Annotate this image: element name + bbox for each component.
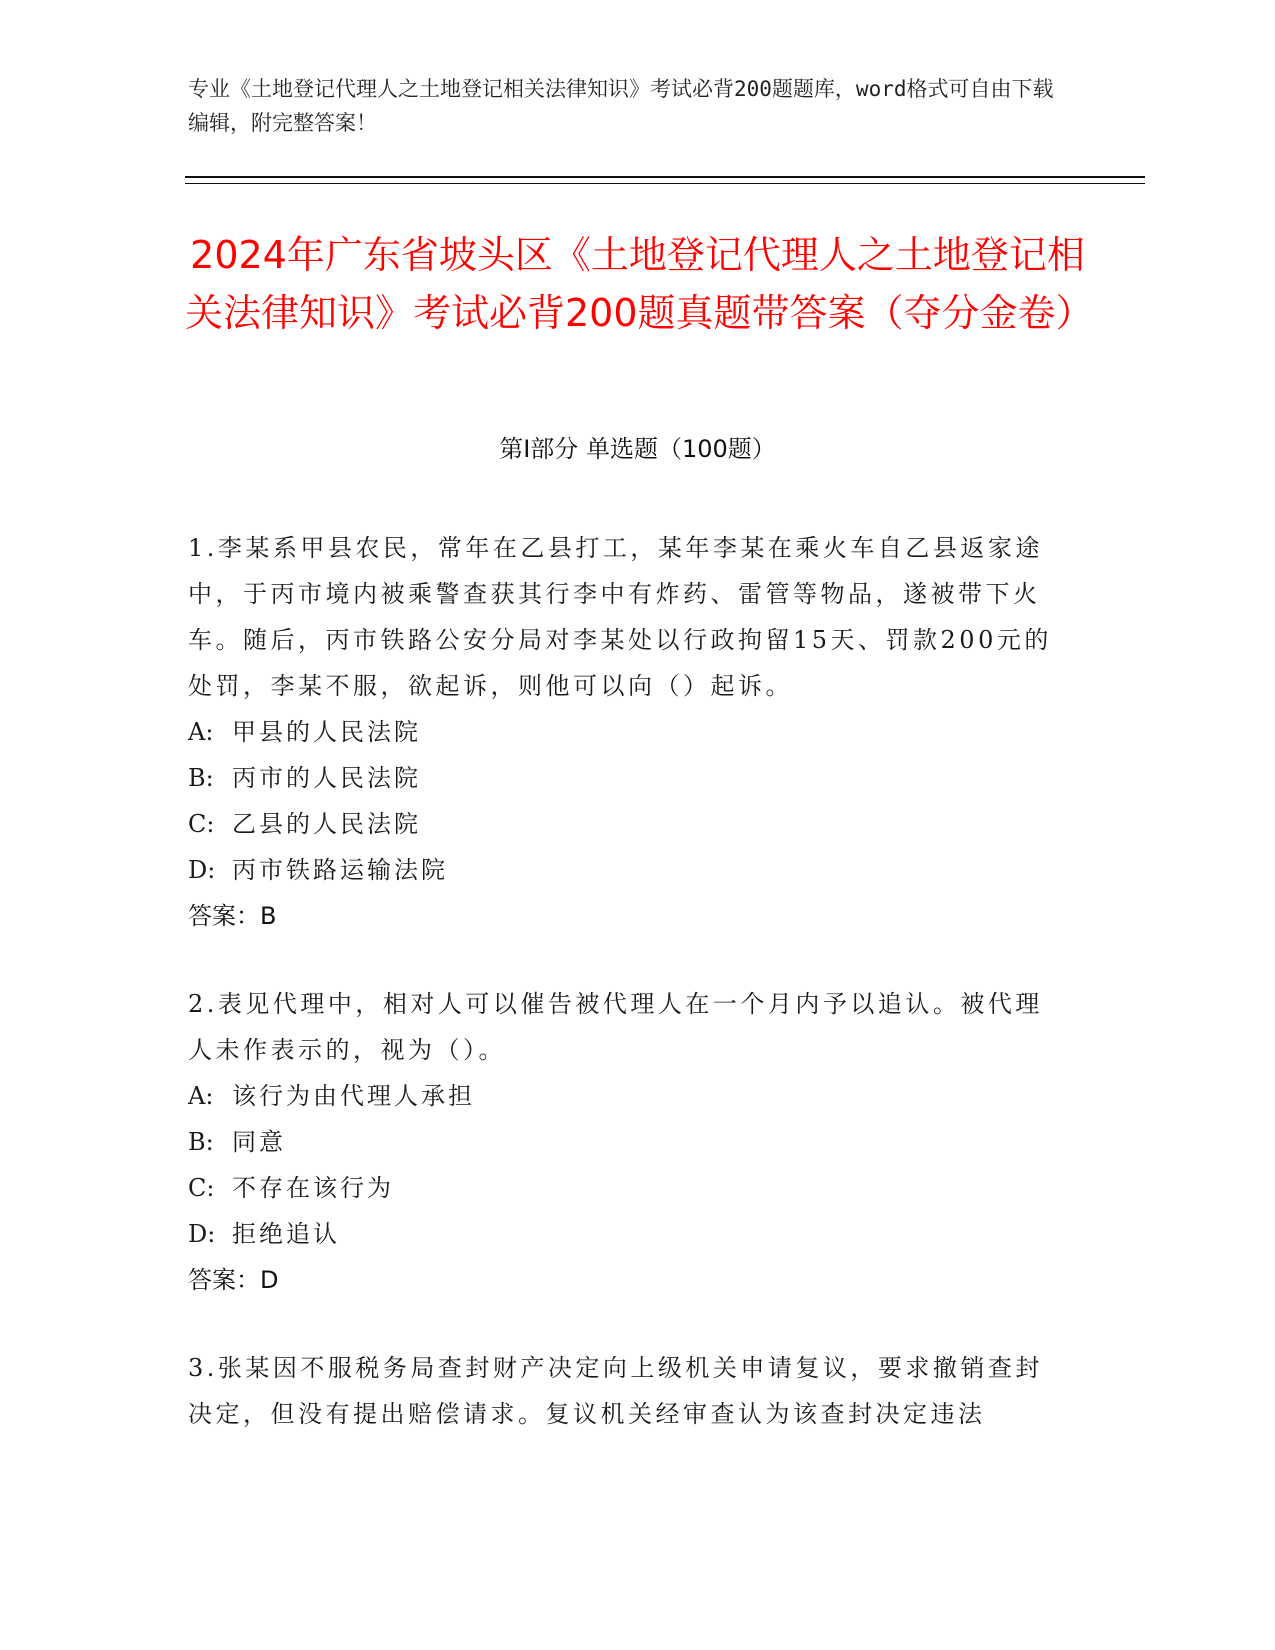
section-title: 第I部分 单选题（100题） <box>499 435 776 463</box>
question-3 <box>188 1345 1068 1437</box>
option-key: A: <box>188 718 214 746</box>
option-text: 该行为由代理人承担 <box>232 1082 475 1110</box>
answer-value: D <box>260 1266 279 1294</box>
option-key: C: <box>188 810 215 838</box>
option-key: B: <box>188 764 214 792</box>
option-key: D: <box>188 856 216 884</box>
option-a <box>188 709 1068 755</box>
option-text: 同意 <box>232 1128 286 1156</box>
option-text: 不存在该行为 <box>232 1174 394 1202</box>
header-rule-thick <box>185 176 1145 178</box>
question-list <box>188 525 1068 1479</box>
document-title: 2024年广东省坡头区《土地登记代理人之土地登记相关法律知识》考试必背200题真题带答案（夺分金卷） <box>185 233 1094 335</box>
option-key: D: <box>188 1220 216 1248</box>
option-text: 丙市铁路运输法院 <box>232 856 448 884</box>
option-text: 乙县的人民法院 <box>232 810 421 838</box>
option-text: 甲县的人民法院 <box>232 718 421 746</box>
header-rule-thin <box>185 183 1145 184</box>
question-2 <box>188 981 1068 1303</box>
option-text: 拒绝追认 <box>232 1220 340 1248</box>
option-key: A: <box>188 1082 214 1110</box>
option-b <box>188 1119 1068 1165</box>
question-1 <box>188 525 1068 939</box>
option-key: B: <box>188 1128 214 1156</box>
option-text: 丙市的人民法院 <box>232 764 421 792</box>
option-d <box>188 1211 1068 1257</box>
option-c <box>188 801 1068 847</box>
answer-value: B <box>260 902 277 930</box>
option-d <box>188 847 1068 893</box>
question-stem: 1.李某系甲县农民，常年在乙县打工，某年李某在乘火车自乙县返家途中，于丙市境内被乘警查获其行李中有炸药、雷管等物品，遂被带下火车。随后，丙市铁路公安分局对李某处以行政拘留15天、罚款200元的处罚，李某不服，欲起诉，则他可以向（）起诉。 <box>188 534 1052 700</box>
answer-prefix: 答案： <box>188 1266 260 1294</box>
answer-line <box>188 1257 1068 1303</box>
question-stem: 3.张某因不服税务局查封财产决定向上级机关申请复议，要求撤销查封决定，但没有提出赔偿请求。复议机关经审查认为该查封决定违法 <box>188 1354 1043 1428</box>
answer-line <box>188 893 1068 939</box>
header-note: 专业《土地登记代理人之土地登记相关法律知识》考试必背200题题库，word格式可自由下载编辑，附完整答案！ <box>188 77 1054 135</box>
option-a <box>188 1073 1068 1119</box>
option-b <box>188 755 1068 801</box>
answer-prefix: 答案： <box>188 902 260 930</box>
question-stem: 2.表见代理中，相对人可以催告被代理人在一个月内予以追认。被代理人未作表示的，视为（）。 <box>188 990 1043 1064</box>
option-c <box>188 1165 1068 1211</box>
option-key: C: <box>188 1174 215 1202</box>
